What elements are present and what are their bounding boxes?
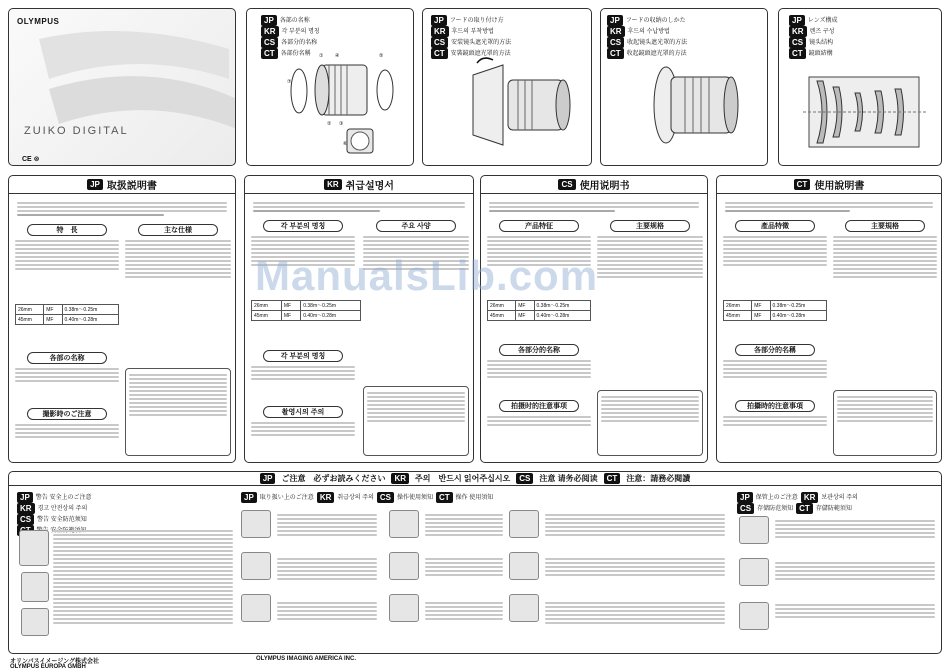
care-section bbox=[723, 396, 827, 428]
handling-illustration bbox=[509, 510, 539, 538]
care-heading: 拍摄时的注意事项 bbox=[499, 400, 579, 412]
parts-section bbox=[15, 348, 119, 384]
care-heading: 拍攝時的注意事項 bbox=[735, 400, 815, 412]
legend-row bbox=[789, 37, 837, 48]
legend-text: レンズ構成 bbox=[807, 17, 838, 24]
lang-tag: KR bbox=[324, 179, 342, 190]
manual-kr-panel bbox=[244, 175, 474, 463]
lang-tag: JP bbox=[87, 179, 103, 190]
legend-row bbox=[241, 492, 493, 503]
lens-structure-legend bbox=[789, 15, 837, 59]
hood-attach-panel bbox=[422, 8, 592, 166]
lang-tag: CS bbox=[607, 37, 624, 48]
manual-title bbox=[245, 176, 473, 194]
table-cell: 0.38m～0.25m bbox=[62, 305, 119, 315]
specs-heading: 主な仕様 bbox=[138, 224, 218, 236]
lang-tag: CS bbox=[261, 37, 278, 48]
callout-number: ① bbox=[319, 53, 324, 59]
lang-tag: KR bbox=[789, 26, 807, 37]
parts-section bbox=[487, 340, 591, 380]
legend-row bbox=[431, 37, 511, 48]
lang-tag: JP bbox=[607, 15, 623, 26]
table-cell: MF bbox=[281, 301, 300, 311]
handling-illustration bbox=[389, 594, 419, 622]
callout-number: ⑥ bbox=[343, 141, 348, 147]
handling-illustration bbox=[241, 552, 271, 580]
warning-illustration bbox=[21, 608, 49, 636]
lang-tag: KR bbox=[607, 26, 625, 37]
legend-text: 各部の名称 bbox=[279, 17, 310, 24]
legend-text: 경고 안전상의 주의 bbox=[37, 505, 88, 512]
table-cell: 45mm bbox=[252, 311, 282, 321]
intro-text bbox=[253, 200, 465, 214]
table-cell: 0.38m～0.25m bbox=[534, 301, 591, 311]
legend-row bbox=[261, 37, 320, 48]
lang-tag: JP bbox=[789, 15, 805, 26]
lang-tag: JP bbox=[431, 15, 447, 26]
legend-text: 存储防范须知 bbox=[757, 505, 794, 512]
manual-title-text: 使用說明書 bbox=[814, 181, 865, 192]
contact-box bbox=[363, 386, 469, 456]
manual-title bbox=[717, 176, 941, 194]
table-row bbox=[252, 301, 361, 311]
storage-illustration bbox=[739, 558, 769, 586]
parts-diagram-panel bbox=[246, 8, 414, 166]
legend-row bbox=[737, 492, 858, 503]
footer-america: OLYMPUS IMAGING AMERICA INC. bbox=[256, 656, 357, 662]
manual-title bbox=[481, 176, 707, 194]
legend-row bbox=[607, 15, 687, 26]
legend-row bbox=[789, 26, 837, 37]
legend-text: 취급상의 주의 bbox=[337, 494, 374, 501]
legend-text: 取り扱い上のご注意 bbox=[259, 494, 314, 501]
lang-tag: CS bbox=[516, 473, 533, 484]
specs-section bbox=[363, 216, 469, 272]
features-section bbox=[15, 220, 119, 272]
manual-title-text: 取扱説明書 bbox=[106, 181, 157, 192]
table-row bbox=[724, 311, 827, 321]
lang-tag: JP bbox=[260, 473, 276, 484]
table-cell: MF bbox=[752, 311, 770, 321]
parts-section bbox=[723, 340, 827, 380]
legend-text: 후드의 수납방법 bbox=[627, 28, 670, 35]
contact-box bbox=[833, 390, 937, 456]
table-cell: 26mm bbox=[16, 305, 44, 315]
lang-tag: CS bbox=[558, 179, 575, 190]
table-cell: 26mm bbox=[488, 301, 516, 311]
legend-row bbox=[431, 26, 511, 37]
ce-mark: CE ⊗ bbox=[22, 156, 40, 163]
warning-illustration bbox=[21, 572, 49, 602]
legend-row bbox=[261, 26, 320, 37]
legend-row bbox=[737, 503, 858, 514]
legend-text: 各部份名稱 bbox=[280, 50, 311, 57]
features-heading: 각 부분의 명칭 bbox=[263, 220, 343, 232]
watermark: ManualsLib.com bbox=[255, 252, 599, 299]
legend-row bbox=[261, 15, 320, 26]
parts-heading: 各部分的名称 bbox=[499, 344, 579, 356]
footer-europa: OLYMPUS EUROPA GMBH bbox=[10, 664, 86, 670]
table-cell: 0.40m～0.28m bbox=[62, 315, 119, 325]
handling-text bbox=[425, 512, 503, 622]
legend-text: 安裝鏡頭遮光罩的方法 bbox=[450, 50, 511, 57]
storage-text bbox=[775, 518, 935, 620]
lang-tag: CT bbox=[789, 48, 806, 59]
features-heading: 產品特徵 bbox=[735, 220, 815, 232]
lens-cross-section bbox=[793, 67, 933, 157]
specs-section bbox=[597, 216, 703, 280]
lang-tag: JP bbox=[241, 492, 257, 503]
manual-title-text: 使用说明书 bbox=[579, 181, 630, 192]
lang-tag: KR bbox=[801, 492, 819, 503]
cover-panel bbox=[8, 8, 236, 166]
manual-title bbox=[9, 176, 235, 194]
legend-text: 各部分的名称 bbox=[281, 39, 318, 46]
care-heading: 撮影時のご注意 bbox=[27, 408, 107, 420]
lang-tag: CT bbox=[796, 503, 813, 514]
lang-tag: JP bbox=[261, 15, 277, 26]
legend-text: 렌즈 구성 bbox=[809, 28, 835, 35]
table-row bbox=[488, 301, 591, 311]
parts-heading: 각 부분의 명칭 bbox=[263, 350, 343, 362]
legend-text: 收起镜头遮光罩的方法 bbox=[627, 39, 688, 46]
spec-table bbox=[487, 300, 591, 321]
table-cell: 0.38m～0.25m bbox=[301, 301, 361, 311]
lang-tag: KR bbox=[431, 26, 449, 37]
lang-tag: CS bbox=[431, 37, 448, 48]
care-section bbox=[251, 402, 355, 438]
lang-tag: CT bbox=[261, 48, 278, 59]
lang-tag: CT bbox=[794, 179, 811, 190]
legend-text: 收起鏡頭遮光罩的方法 bbox=[626, 50, 687, 57]
callout-number: ⑤ bbox=[379, 53, 384, 59]
specs-section bbox=[125, 220, 231, 280]
storage-legend bbox=[737, 492, 858, 514]
table-cell: 0.40m～0.28m bbox=[534, 311, 591, 321]
manual-title-text: 취급설명서 bbox=[345, 181, 394, 192]
table-cell: MF bbox=[752, 301, 770, 311]
table-row bbox=[16, 315, 119, 325]
table-cell: 45mm bbox=[16, 315, 44, 325]
lang-tag: KR bbox=[391, 473, 409, 484]
table-row bbox=[488, 311, 591, 321]
lang-tag: CT bbox=[604, 473, 621, 484]
handling-illustration bbox=[241, 594, 271, 622]
callout-number: ④ bbox=[335, 53, 340, 59]
storage-illustration bbox=[739, 602, 769, 630]
table-cell: MF bbox=[44, 315, 62, 325]
legend-row bbox=[17, 503, 91, 514]
contact-box bbox=[125, 368, 231, 456]
specs-heading: 주요 사양 bbox=[376, 220, 456, 232]
parts-section bbox=[251, 346, 355, 382]
handling-illustration bbox=[509, 552, 539, 580]
features-section bbox=[487, 216, 591, 268]
table-cell: 0.40m～0.28m bbox=[770, 311, 827, 321]
legend-text: 存儲防範須知 bbox=[815, 505, 852, 512]
intro-text bbox=[725, 200, 933, 214]
parts-heading: 各部の名称 bbox=[27, 352, 107, 364]
olympus-logo: OLYMPUS bbox=[17, 17, 60, 26]
legend-text: フードの収納のしかた bbox=[625, 17, 686, 24]
legend-text: フードの取り付け方 bbox=[449, 17, 504, 24]
safety-text bbox=[53, 528, 233, 626]
care-section bbox=[487, 396, 591, 428]
legend-row bbox=[607, 26, 687, 37]
legend-text: 후드의 부착방법 bbox=[451, 28, 494, 35]
lang-tag: CT bbox=[431, 48, 448, 59]
lang-tag: CT bbox=[607, 48, 624, 59]
lang-tag: KR bbox=[317, 492, 335, 503]
warning-illustration bbox=[19, 530, 49, 566]
legend-row bbox=[431, 15, 511, 26]
callout-number: ③ bbox=[339, 121, 344, 127]
cautions-panel bbox=[8, 471, 942, 654]
manual-ct-panel bbox=[716, 175, 942, 463]
callout-number: ② bbox=[327, 121, 332, 127]
title-text: 注意 请务必阅读 bbox=[539, 474, 598, 483]
legend-row bbox=[17, 492, 91, 503]
table-cell: 45mm bbox=[724, 311, 752, 321]
lang-tag: CS bbox=[737, 503, 754, 514]
manual-jp-panel bbox=[8, 175, 236, 463]
specs-heading: 主要規格 bbox=[845, 220, 925, 232]
handling-illustration bbox=[509, 594, 539, 622]
table-cell: MF bbox=[44, 305, 62, 315]
legend-row bbox=[789, 48, 837, 59]
manual-cs-panel bbox=[480, 175, 708, 463]
lang-tag: CS bbox=[17, 514, 34, 525]
legend-text: 각 부분의 명칭 bbox=[281, 28, 320, 35]
table-cell: MF bbox=[516, 301, 534, 311]
features-section bbox=[251, 216, 355, 268]
callout-number: ⑦ bbox=[287, 79, 292, 85]
legend-text: 警告 安全防范须知 bbox=[37, 516, 87, 523]
parts-heading: 各部分的名稱 bbox=[735, 344, 815, 356]
intro-text bbox=[17, 200, 227, 218]
hood-store-illustration bbox=[641, 55, 761, 155]
lens-parts-illustration bbox=[277, 49, 407, 161]
lang-tag: KR bbox=[17, 503, 35, 514]
lang-tag: JP bbox=[17, 492, 33, 503]
lang-tag: CT bbox=[436, 492, 453, 503]
legend-text: 安装镜头遮光罩的方法 bbox=[451, 39, 512, 46]
handling-illustration bbox=[389, 552, 419, 580]
features-heading: 特 長 bbox=[27, 224, 107, 236]
lang-tag: CS bbox=[789, 37, 806, 48]
table-cell: MF bbox=[281, 311, 300, 321]
legend-text: 보관상의 주의 bbox=[821, 494, 858, 501]
table-row bbox=[16, 305, 119, 315]
handling-illustration bbox=[241, 510, 271, 538]
spec-table bbox=[15, 304, 119, 325]
hood-store-panel bbox=[600, 8, 768, 166]
legend-text: 警告 安全上のご注意 bbox=[35, 494, 92, 501]
intro-text bbox=[489, 200, 699, 214]
lang-tag: JP bbox=[737, 492, 753, 503]
features-heading: 产品特征 bbox=[499, 220, 579, 232]
table-cell: 45mm bbox=[488, 311, 516, 321]
handling-legend bbox=[241, 492, 493, 503]
footer-company: オリンパスイメージング株式会社 bbox=[10, 659, 100, 665]
legend-text: 镜头结构 bbox=[809, 39, 834, 46]
handling-text bbox=[277, 512, 377, 622]
cautions-title bbox=[9, 472, 941, 486]
care-section bbox=[15, 404, 119, 440]
specs-section bbox=[833, 216, 937, 280]
title-text: 注意：請務必閱讀 bbox=[626, 474, 691, 483]
spec-table bbox=[251, 300, 361, 321]
handling-text bbox=[545, 512, 725, 626]
legend-text: 操作使用须知 bbox=[396, 494, 433, 501]
table-cell: 0.40m～0.28m bbox=[301, 311, 361, 321]
lens-structure-panel bbox=[778, 8, 942, 166]
title-text: 주의 반드시 읽어주십시오 bbox=[415, 474, 511, 483]
legend-row bbox=[607, 37, 687, 48]
legend-text: 鏡頭結構 bbox=[808, 50, 833, 57]
lang-tag: KR bbox=[261, 26, 279, 37]
legend-text: 保管上のご注意 bbox=[755, 494, 798, 501]
care-heading: 촬영시의 주의 bbox=[263, 406, 343, 418]
table-cell: 26mm bbox=[252, 301, 282, 311]
hood-attach-illustration bbox=[463, 55, 583, 155]
legend-row bbox=[17, 514, 91, 525]
hood-attach-legend bbox=[431, 15, 511, 59]
handling-illustration bbox=[389, 510, 419, 538]
table-cell: 26mm bbox=[724, 301, 752, 311]
table-cell: 0.38m～0.25m bbox=[770, 301, 827, 311]
table-row bbox=[252, 311, 361, 321]
table-cell: MF bbox=[516, 311, 534, 321]
cover-swoosh bbox=[9, 9, 236, 166]
features-section bbox=[723, 216, 827, 268]
title-text: ご注意 必ずお読みください bbox=[281, 474, 386, 483]
zuiko-digital-brand: ZUIKO DIGITAL bbox=[24, 125, 129, 137]
spec-table bbox=[723, 300, 827, 321]
lang-tag: CS bbox=[377, 492, 394, 503]
contact-box bbox=[597, 390, 703, 456]
specs-heading: 主要规格 bbox=[610, 220, 690, 232]
table-row bbox=[724, 301, 827, 311]
storage-illustration bbox=[739, 516, 769, 544]
hood-store-legend bbox=[607, 15, 687, 59]
legend-text: 操作 使用須知 bbox=[455, 494, 494, 501]
legend-row bbox=[789, 15, 837, 26]
